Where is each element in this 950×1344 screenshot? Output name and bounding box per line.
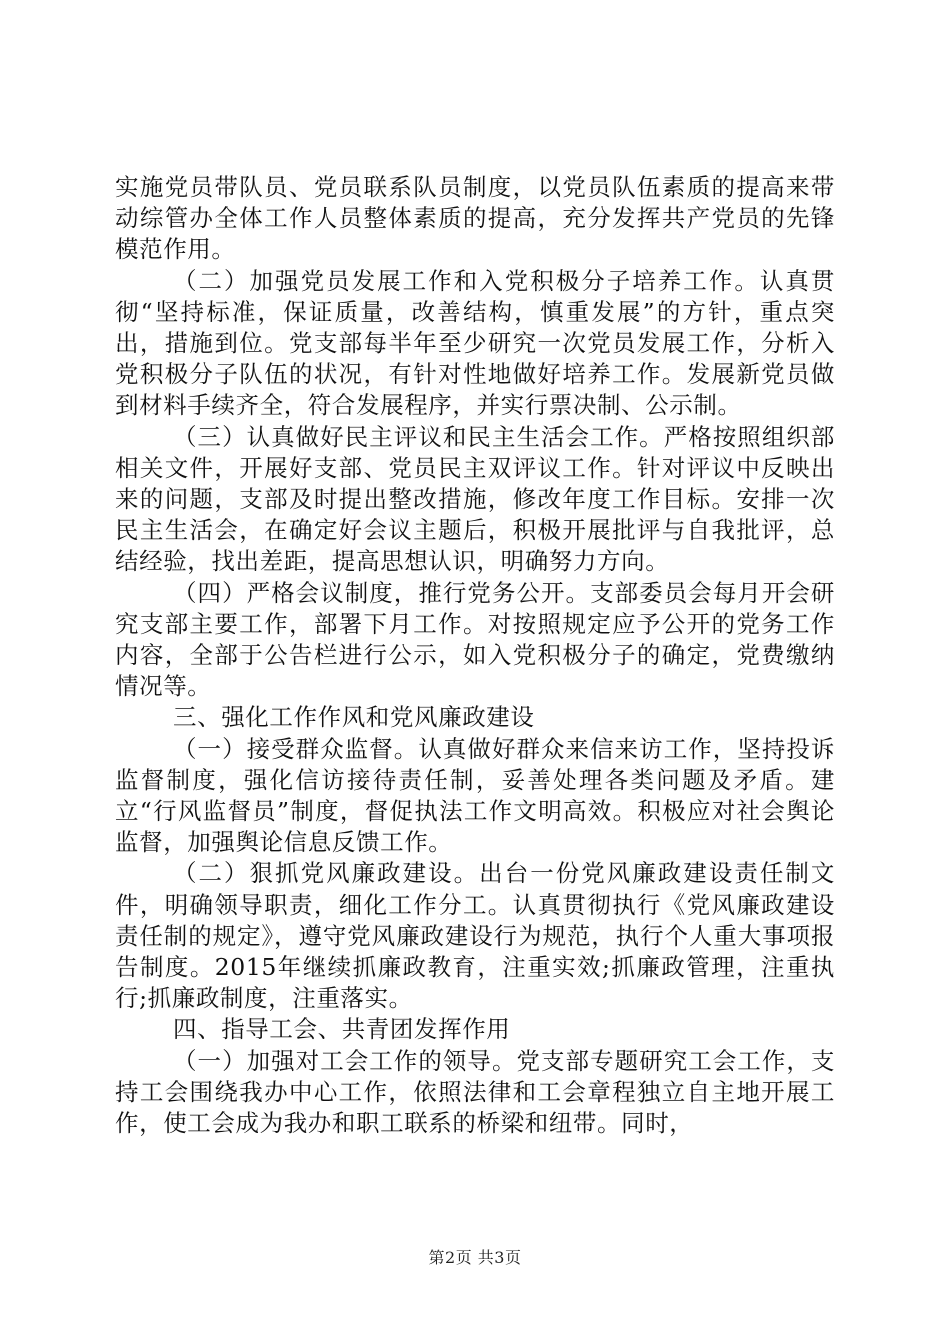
paragraph-6: （二）狠抓党风廉政建设。出台一份党风廉政建设责任制文件，明确领导职责，细化工作分工。认真贯彻执行《党风廉政建设责任制的规定》，遵守党风廉政建设行为规范，执行个人重大事项报告制度。2015年继续抓廉政教育，注重实效;抓廉政管理，注重执行;抓廉政制度，注重落实。 [115, 859, 835, 1013]
paragraph-2: （二）加强党员发展工作和入党积极分子培养工作。认真贯彻“坚持标准，保证质量，改善结构，慎重发展”的方针，重点突出，措施到位。党支部每半年至少研究一次党员发展工作，分析入党积极分子队伍的状况，有针对性地做好培养工作。发展新党员做到材料手续齐全，符合发展程序，并实行票决制、公示制。 [115, 266, 835, 420]
document-body [115, 172, 835, 1139]
section-heading-3: 三、强化工作作风和党风廉政建设 [173, 703, 535, 732]
paragraph-3: （三）认真做好民主评议和民主生活会工作。严格按照组织部相关文件，开展好支部、党员民主双评议工作。针对评议中反映出来的问题，支部及时提出整改措施，修改年度工作目标。安排一次民主生活会，在确定好会议主题后，积极开展批评与自我批评，总结经验，找出差距，提高思想认识，明确努力方向。 [115, 422, 835, 576]
page-footer: 第2页 共3页 [428, 1248, 522, 1267]
paragraph-1: 实施党员带队员、党员联系队员制度，以党员队伍素质的提高来带动综管办全体工作人员整体素质的提高，充分发挥共产党员的先锋模范作用。 [115, 173, 835, 264]
paragraph-7: （一）加强对工会工作的领导。党支部专题研究工会工作，支持工会围绕我办中心工作，依照法律和工会章程独立自主地开展工作，使工会成为我办和职工联系的桥梁和纽带。同时， [115, 1046, 835, 1138]
section-heading-4: 四、指导工会、共青团发挥作用 [173, 1015, 511, 1044]
paragraph-5: （一）接受群众监督。认真做好群众来信来访工作，坚持投诉监督制度，强化信访接待责任制，妥善处理各类问题及矛盾。建立“行风监督员”制度，督促执法工作文明高效。积极应对社会舆论监督，加强舆论信息反馈工作。 [115, 734, 835, 857]
paragraph-4: （四）严格会议制度，推行党务公开。支部委员会每月开会研究支部主要工作，部署下月工作。对按照规定应予公开的党务工作内容，全部于公告栏进行公示，如入党积极分子的确定，党费缴纳情况等。 [115, 578, 835, 701]
